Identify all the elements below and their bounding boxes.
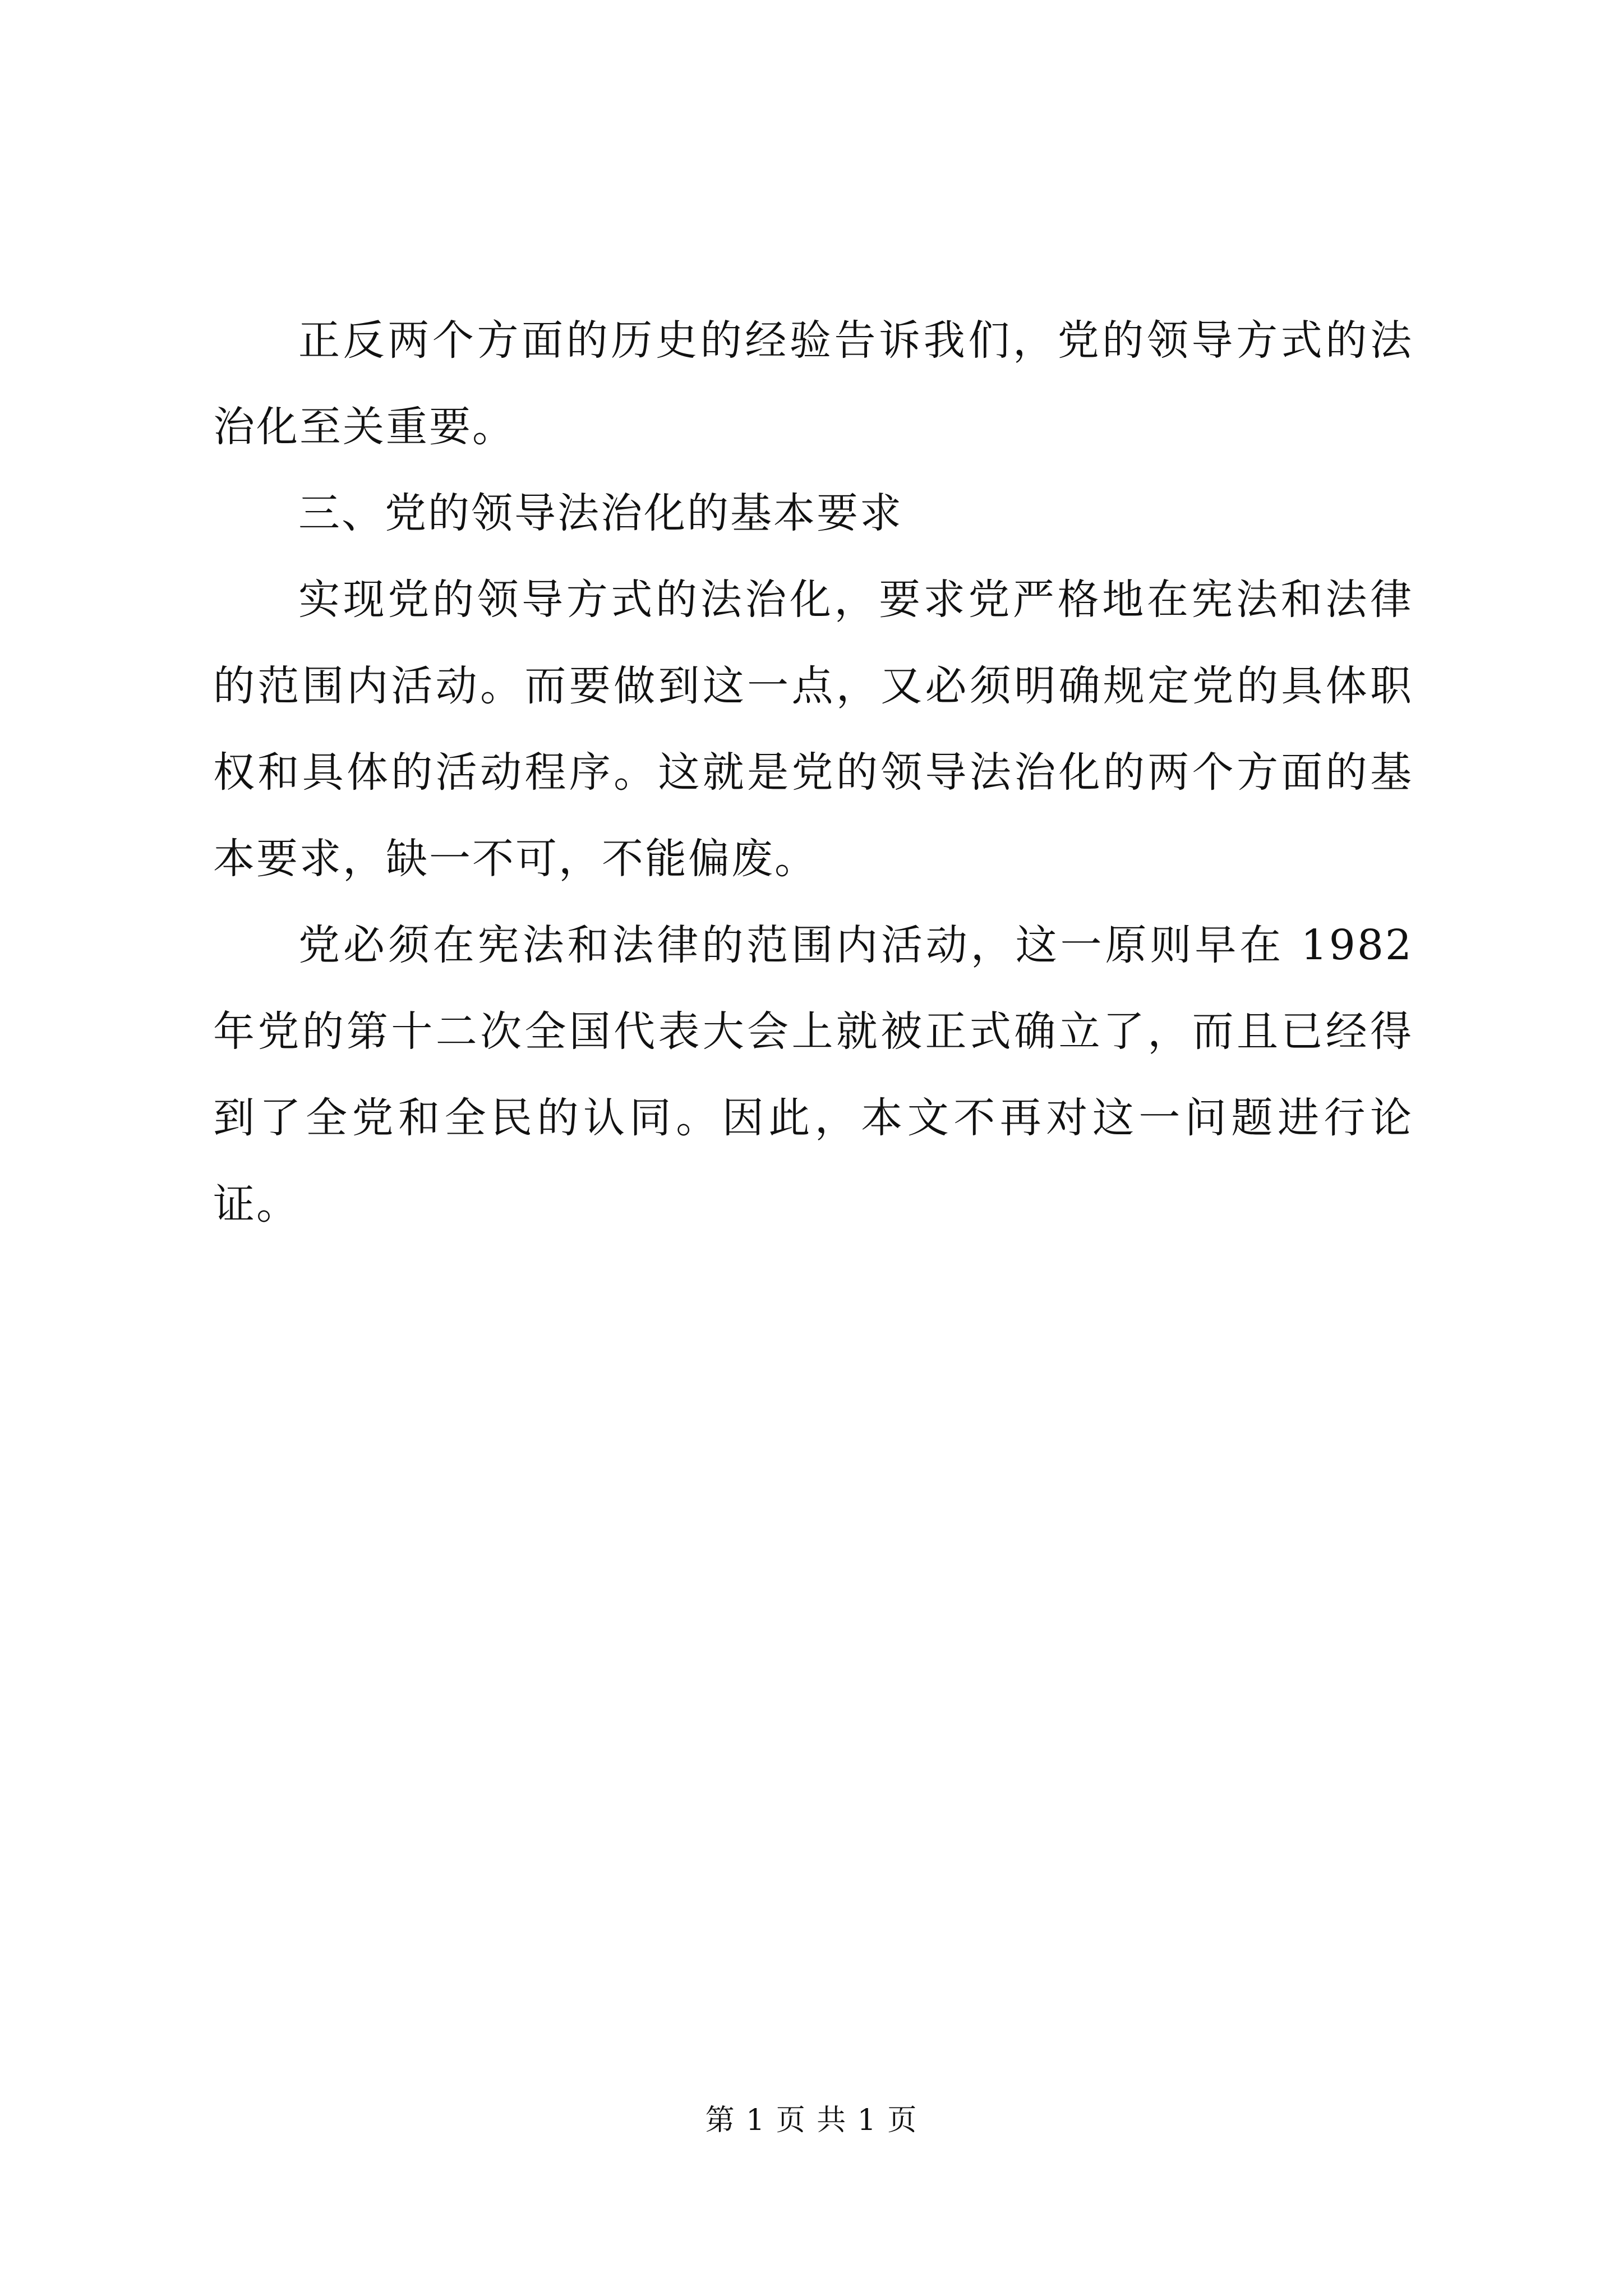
document-body: [213, 297, 1413, 1248]
paragraph-3: 党必须在宪法和法律的范围内活动，这一原则早在 1982 年党的第十二次全国代表大会上就被正式确立了，而且已经得到了全党和全民的认同。因此，本文不再对这一问题进行论证。: [213, 921, 1413, 1228]
paragraph-2: 实现党的领导方式的法治化，要求党严格地在宪法和法律的范围内活动。而要做到这一点，又必须明确规定党的具体职权和具体的活动程序。这就是党的领导法治化的两个方面的基本要求，缺一不可，不能偏废。: [213, 576, 1413, 883]
page-footer: 第 1 页 共 1 页: [705, 2104, 918, 2137]
section-heading: 三、党的领导法治化的基本要求: [298, 489, 903, 537]
paragraph-1: 正反两个方面的历史的经验告诉我们，党的领导方式的法治化至关重要。: [213, 316, 1413, 451]
